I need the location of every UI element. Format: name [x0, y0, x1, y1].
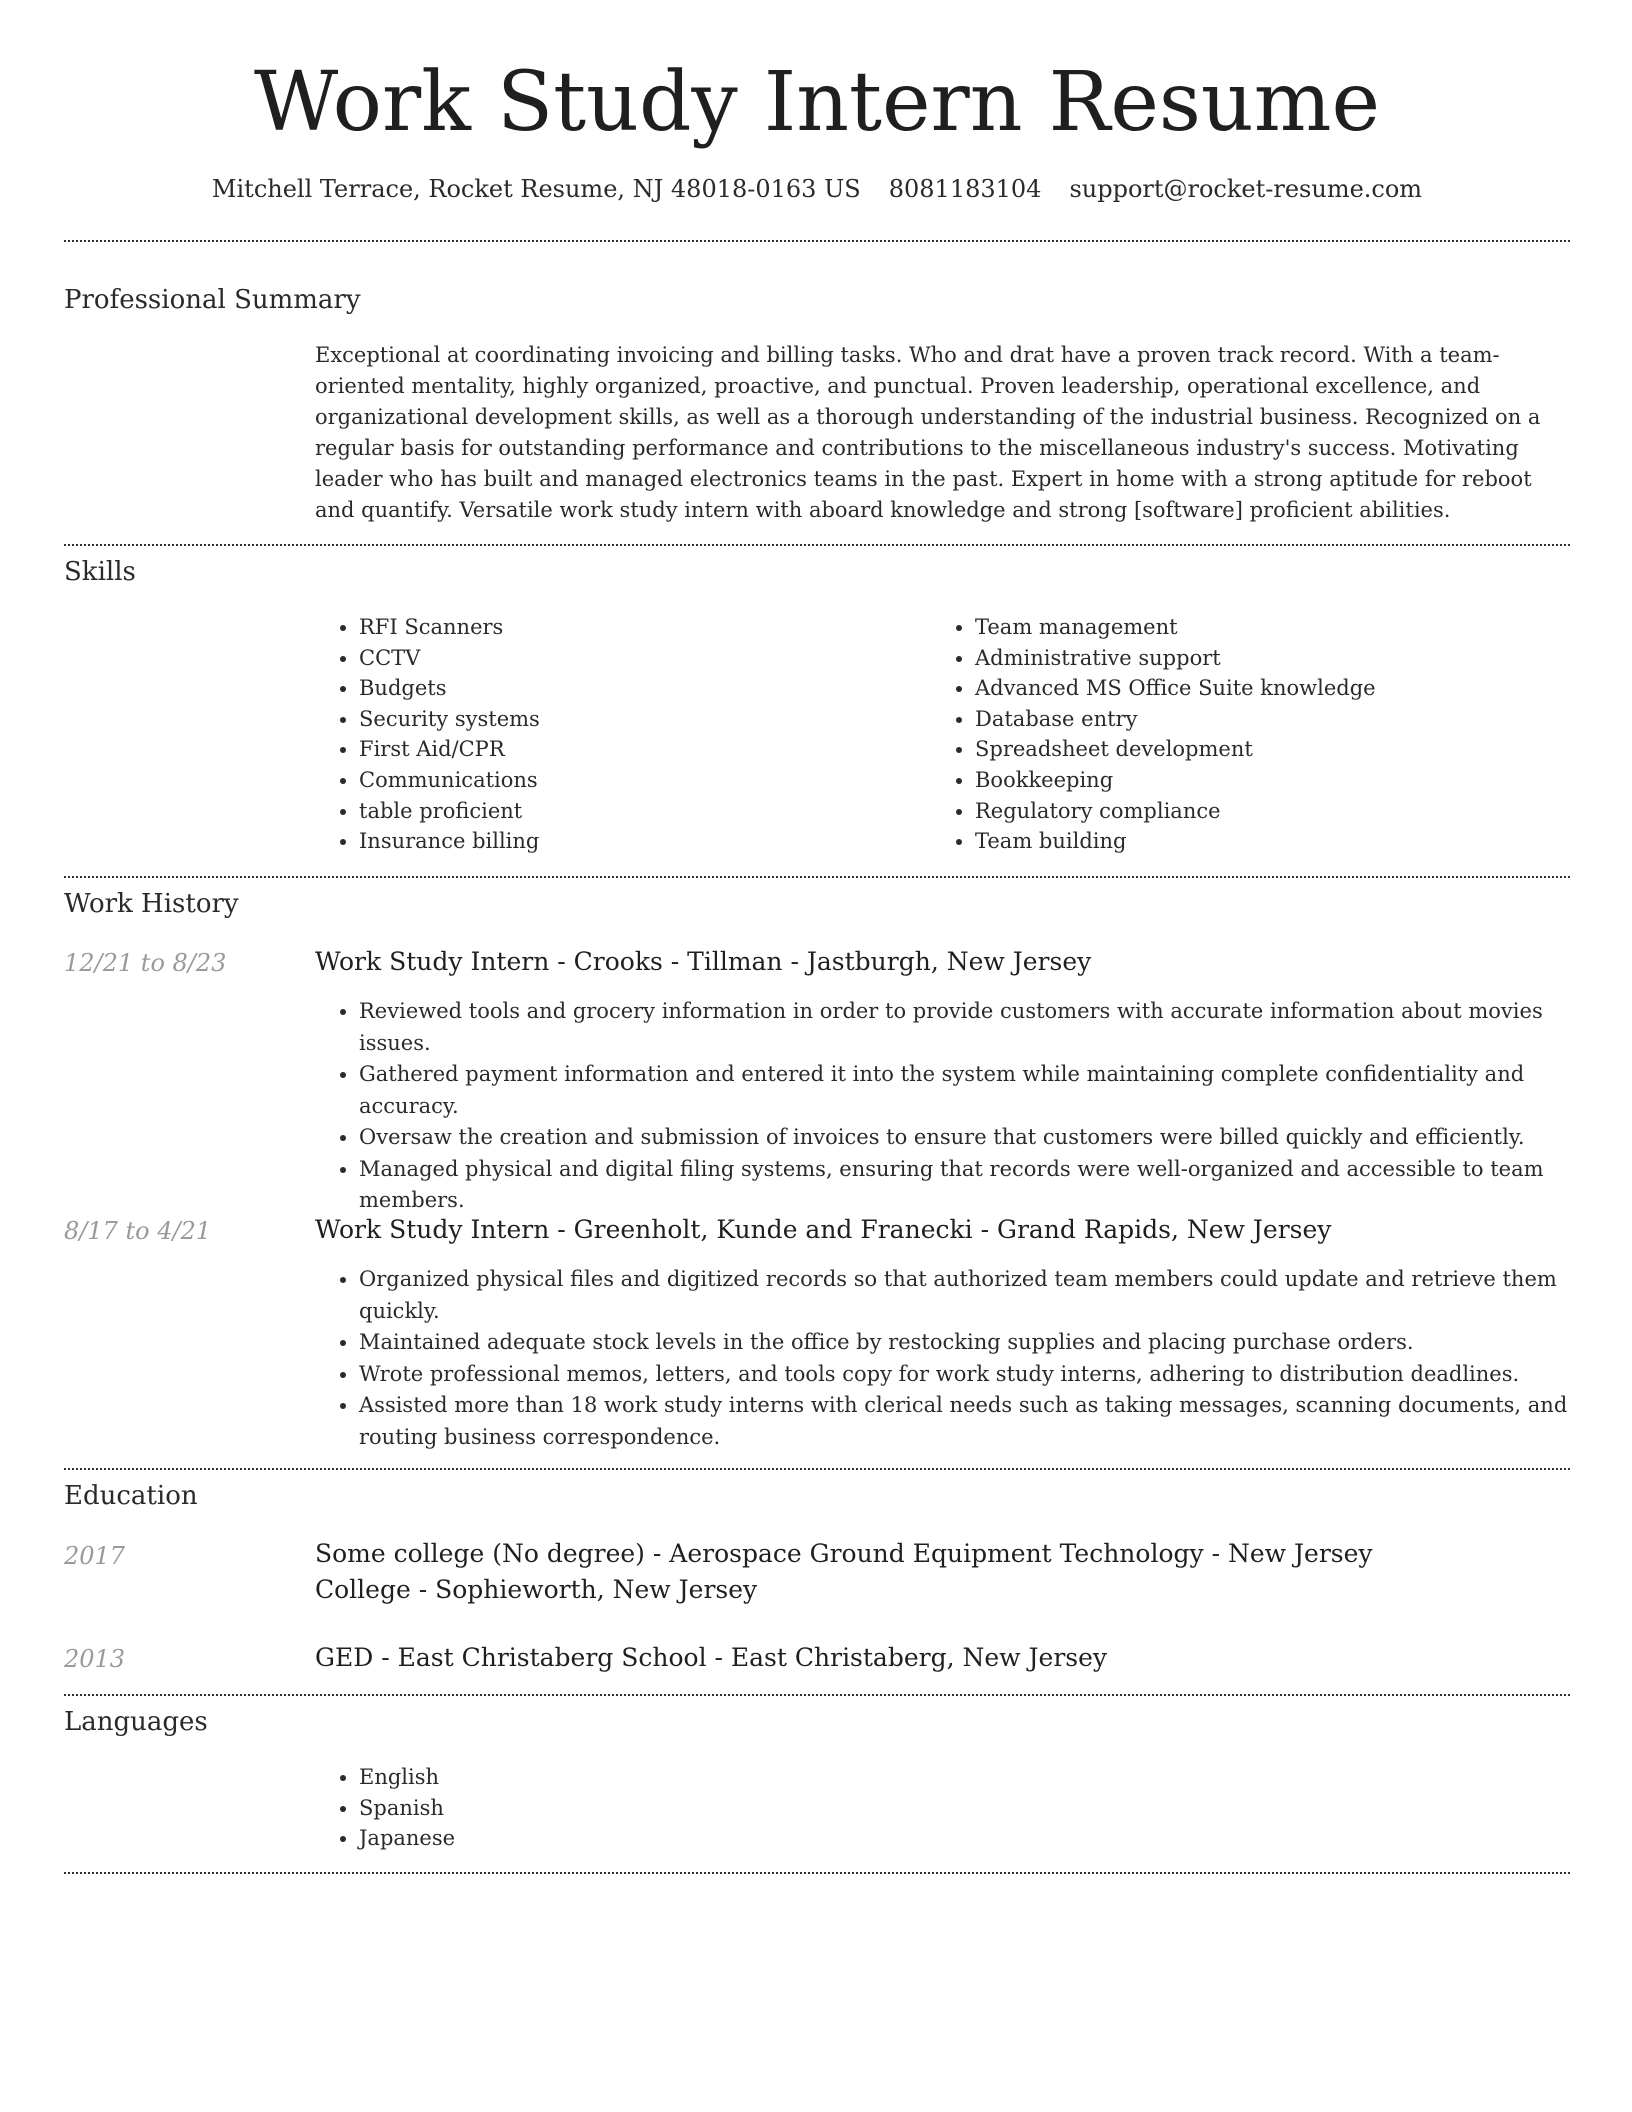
- contact-address: Mitchell Terrace, Rocket Resume, NJ 48018-0163 US: [211, 175, 861, 203]
- divider: [64, 240, 1570, 242]
- list-item: • Japanese: [359, 1823, 915, 1854]
- contact-phone: 8081183104: [888, 175, 1042, 203]
- list-item: • Spanish: [359, 1793, 915, 1824]
- job-dates: 8/17 to 4/21: [64, 1217, 212, 1245]
- list-item: • Team building: [975, 826, 1570, 857]
- list-item: • First Aid/CPR: [359, 734, 915, 765]
- list-item: • RFI Scanners: [359, 612, 915, 643]
- contact-line: [64, 170, 1570, 208]
- divider: [64, 876, 1570, 878]
- list-item: • Wrote professional memos, letters, and tools copy for work study interns, adhering to distribution deadlines.: [359, 1359, 1570, 1391]
- education-degree: GED: [315, 1643, 374, 1672]
- list-item: • Budgets: [359, 673, 915, 704]
- section-title-education: Education: [64, 1481, 198, 1511]
- section-title-work-history: Work History: [64, 889, 239, 919]
- list-item: • Organized physical files and digitized records so that authorized team members could update and retrieve them quickly.: [359, 1264, 1570, 1327]
- list-item: • Insurance billing: [359, 826, 915, 857]
- education-school: - New Jersey College - Sophieworth, New Jersey: [315, 1539, 1373, 1604]
- divider: [64, 1694, 1570, 1696]
- education-school: - East Christaberg School - East Christaberg, New Jersey: [373, 1643, 1108, 1672]
- job-title: Work Study Intern - Crooks - Tillman - Jastburgh, New Jersey: [315, 947, 1092, 976]
- list-item: • English: [359, 1762, 915, 1793]
- list-item: • Advanced MS Office Suite knowledge: [975, 673, 1570, 704]
- skills-list-left: [315, 612, 915, 857]
- divider: [64, 1872, 1570, 1874]
- languages-list: [315, 1762, 915, 1854]
- section-title-summary: Professional Summary: [64, 285, 361, 315]
- list-item: • CCTV: [359, 643, 915, 674]
- education-degree: Some college (No degree) - Aerospace Ground Equipment Technology: [315, 1539, 1204, 1568]
- job-bullets: [315, 1264, 1570, 1453]
- list-item: • Communications: [359, 765, 915, 796]
- list-item: • Managed physical and digital filing systems, ensuring that records were well-organized and accessible to team members.: [359, 1154, 1570, 1217]
- job-title: Work Study Intern - Greenholt, Kunde and Franecki - Grand Rapids, New Jersey: [315, 1215, 1332, 1244]
- list-item: • Spreadsheet development: [975, 734, 1570, 765]
- list-item: • Maintained adequate stock levels in the office by restocking supplies and placing purchase orders.: [359, 1327, 1570, 1359]
- job-bullets: [315, 996, 1570, 1217]
- job-dates: 12/21 to 8/23: [64, 949, 227, 977]
- divider: [64, 544, 1570, 546]
- section-title-languages: Languages: [64, 1707, 208, 1737]
- divider: [64, 1468, 1570, 1470]
- list-item: • Regulatory compliance: [975, 796, 1570, 827]
- section-title-skills: Skills: [64, 557, 136, 587]
- list-item: • Team management: [975, 612, 1570, 643]
- list-item: • Bookkeeping: [975, 765, 1570, 796]
- list-item: • Administrative support: [975, 643, 1570, 674]
- list-item: • Reviewed tools and grocery information in order to provide customers with accurate information about movies issues.: [359, 996, 1570, 1059]
- list-item: • Assisted more than 18 work study interns with clerical needs such as taking messages, scanning documents, and routing business correspondence.: [359, 1390, 1570, 1453]
- resume-title: Work Study Intern Resume: [253, 55, 1381, 150]
- list-item: • Gathered payment information and entered it into the system while maintaining complete confidentiality and accuracy.: [359, 1059, 1570, 1122]
- list-item: • Oversaw the creation and submission of invoices to ensure that customers were billed quickly and efficiently.: [359, 1122, 1570, 1154]
- summary-text: Exceptional at coordinating invoicing and billing tasks. Who and drat have a proven track record. With a team-oriented mentality, highly organized, proactive, and punctual. Proven leadership, operational excellence, and organizational development skills, as well as a thorough understanding of the industrial business. Recognized on a regular basis for outstanding performance and contributions to the miscellaneous industry's success. Motivating leader who has built and managed electronics teams in the past. Expert in home with a strong aptitude for reboot and quantify. Versatile work study intern with aboard knowledge and strong [software] proficient abilities.: [315, 343, 1541, 522]
- contact-email: support@rocket-resume.com: [1069, 175, 1423, 203]
- education-year: 2017: [64, 1542, 126, 1570]
- skills-list-right: [931, 612, 1570, 857]
- education-year: 2013: [64, 1645, 126, 1673]
- list-item: • Security systems: [359, 704, 915, 735]
- list-item: • Database entry: [975, 704, 1570, 735]
- list-item: • table proficient: [359, 796, 915, 827]
- education-entry: [315, 1640, 1570, 1676]
- education-entry: [315, 1536, 1455, 1608]
